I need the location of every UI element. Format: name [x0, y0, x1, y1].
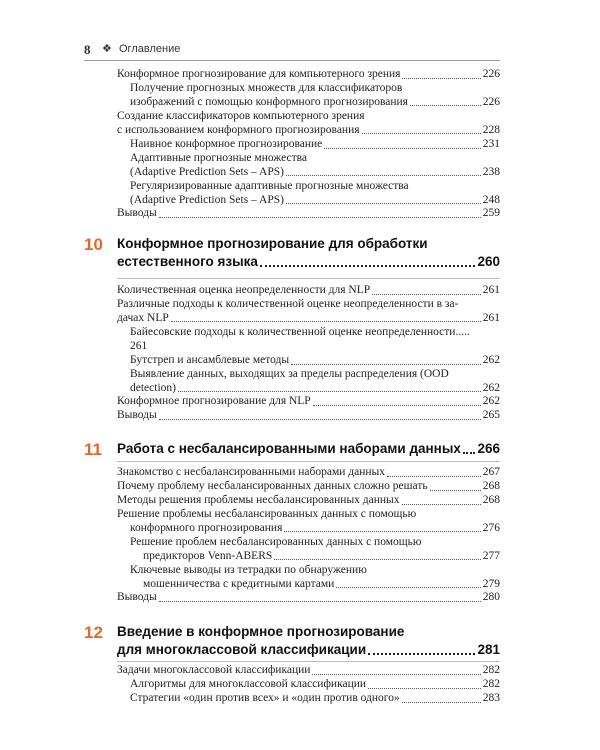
- toc-entry[interactable]: Получение прогнозных множеств для классификаторов изображений с помощью конформного прогнозирования 226: [130, 82, 500, 108]
- toc-entry[interactable]: Решение проблем несбалансированных данных с помощью предикторов Venn-ABERS 277: [130, 536, 500, 562]
- page-number: 8: [84, 42, 91, 57]
- chapter-number: 11: [84, 440, 102, 459]
- toc-entry[interactable]: Выводы 280: [117, 591, 500, 603]
- toc-entry[interactable]: Наивное конформное прогнозирование 231: [130, 138, 500, 150]
- toc-entry[interactable]: Ключевые выводы из тетрадки по обнаружению мошенничества с кредитными картами 279: [130, 564, 500, 590]
- toc-entry[interactable]: Выявление данных, выходящих за пределы распределения (OOD detection) 262: [130, 368, 500, 394]
- chapter-number: 10: [84, 235, 103, 254]
- toc-entry[interactable]: Выводы 259: [117, 207, 500, 219]
- running-title: Оглавление: [119, 43, 181, 55]
- chapter-rule: [117, 278, 500, 279]
- toc-entry[interactable]: Почему проблему несбалансированных данных сложно решать 268: [117, 480, 500, 492]
- chapter-title[interactable]: Работа с несбалансированными наборами данных 266: [117, 441, 500, 456]
- ornament-icon: ❖: [102, 43, 112, 55]
- toc-entry[interactable]: Решение проблемы несбалансированных данных с помощью конформного прогнозирования 276: [117, 508, 500, 534]
- chapter-title[interactable]: Конформное прогнозирование для обработки естественного языка 260: [117, 236, 500, 269]
- toc-entry[interactable]: Выводы 265: [117, 409, 500, 421]
- toc-entry[interactable]: Алгоритмы для многоклассовой классификации 282: [130, 678, 500, 690]
- toc-entry[interactable]: Различные подходы к количественной оценке неопределенности в за- дачах NLP 261: [117, 298, 500, 324]
- chapter-rule: [117, 661, 500, 662]
- toc-entry[interactable]: Конформное прогнозирование для NLP 262: [117, 395, 500, 407]
- toc-entry[interactable]: Создание классификаторов компьютерного зрения с использованием конформного прогнозирования 228: [117, 110, 500, 136]
- toc-entry[interactable]: Количественная оценка неопределенности для NLP 261: [117, 284, 500, 296]
- toc-entry[interactable]: Байесовские подходы к количественной оценке неопределенности..... 261: [130, 326, 470, 352]
- chapter-title[interactable]: Введение в конформное прогнозирование для многоклассовой классификации 281: [117, 624, 500, 657]
- toc-entry[interactable]: Бутстреп и ансамблевые методы 262: [130, 354, 500, 366]
- chapter-rule: [117, 461, 500, 462]
- toc-entry[interactable]: Регуляризированные адаптивные прогнозные множества (Adaptive Prediction Sets – APS) 248: [130, 180, 500, 206]
- toc-entry[interactable]: Адаптивные прогнозные множества (Adaptive Prediction Sets – APS) 238: [130, 152, 500, 178]
- toc-entry[interactable]: Методы решения проблемы несбалансированных данных 268: [117, 494, 500, 506]
- toc-entry[interactable]: Конформное прогнозирование для компьютерного зрения 226: [117, 68, 500, 80]
- toc-entry[interactable]: Знакомство с несбалансированными наборами данных 267: [117, 466, 500, 478]
- chapter-number: 12: [84, 623, 103, 642]
- toc-entry[interactable]: Стратегии «один против всех» и «один против одного» 283: [130, 692, 500, 704]
- toc-entry[interactable]: Задачи многоклассовой классификации 282: [117, 664, 500, 676]
